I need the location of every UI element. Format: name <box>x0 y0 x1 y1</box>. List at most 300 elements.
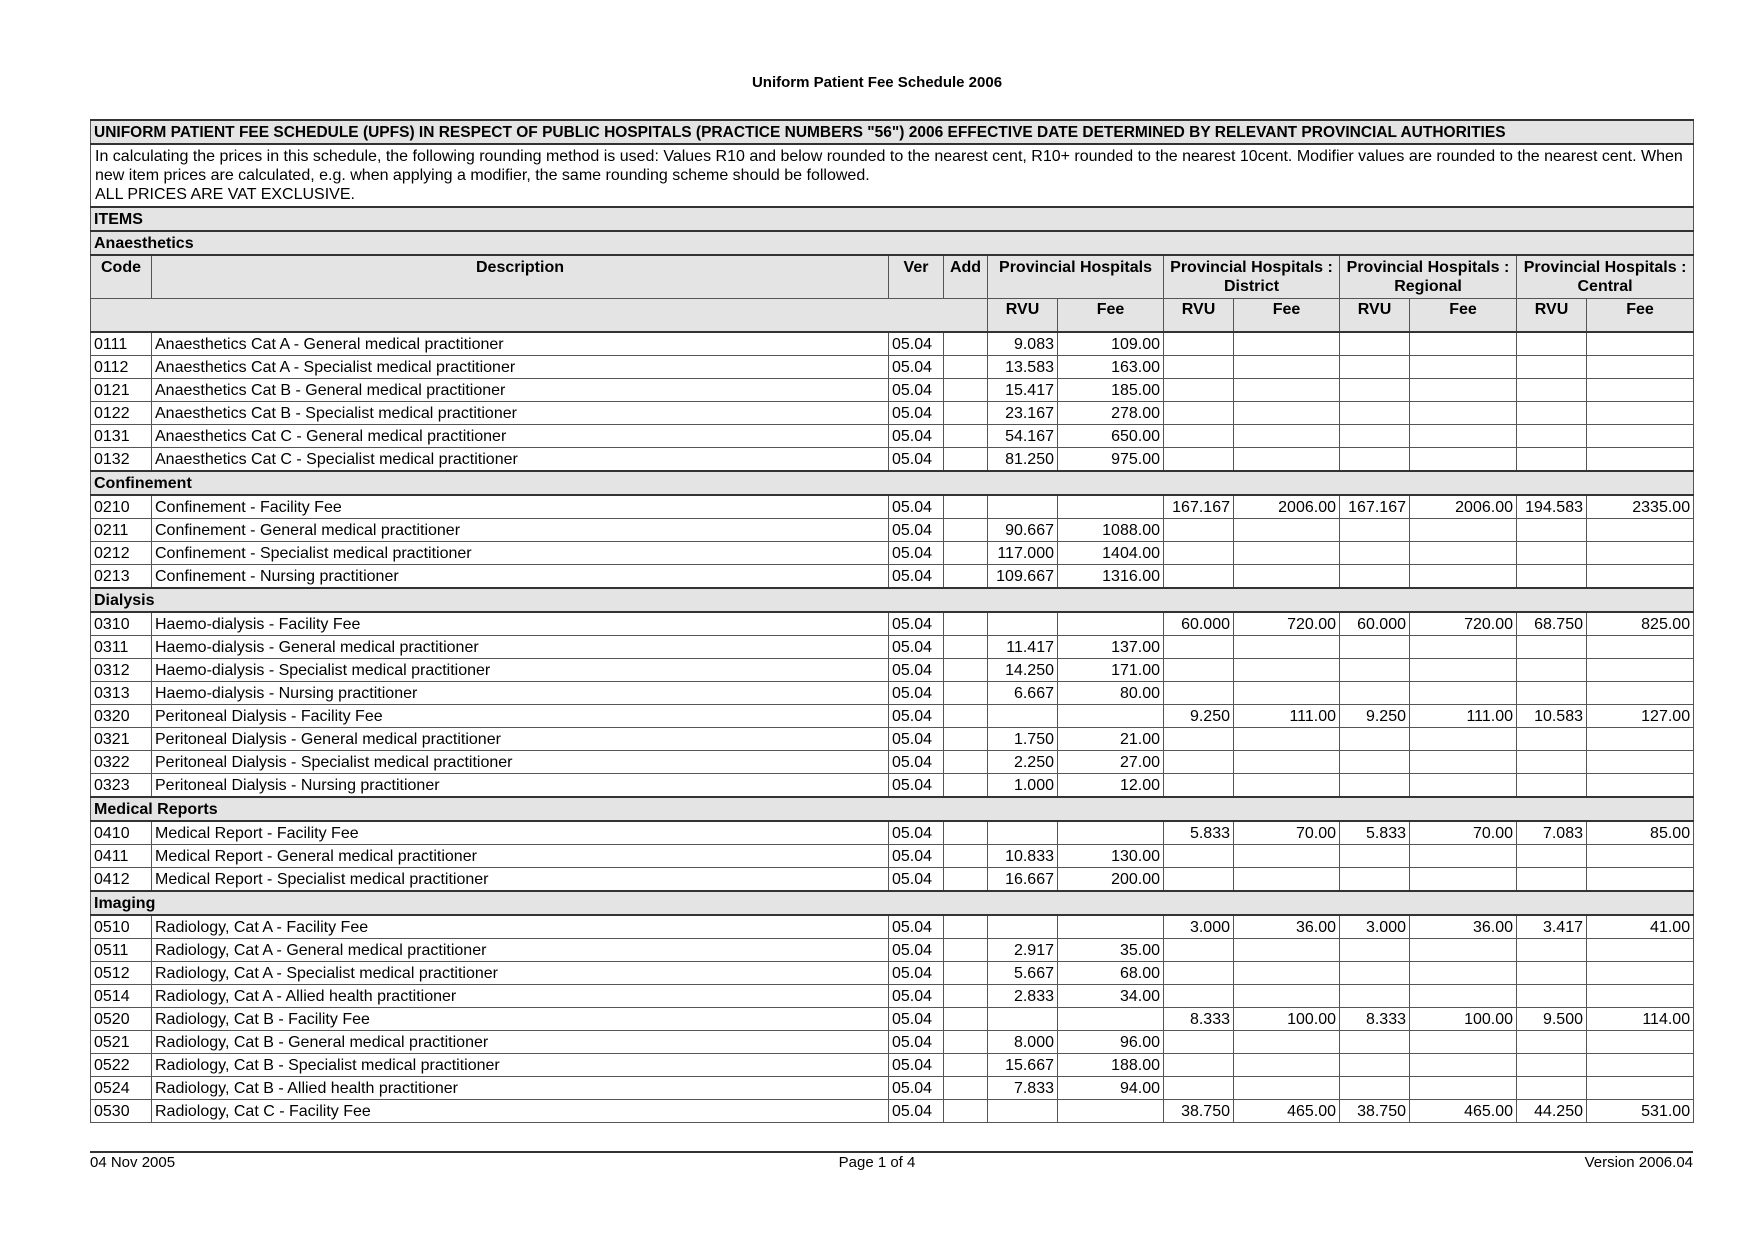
item-description: Peritoneal Dialysis - Nursing practitioner <box>152 774 889 798</box>
district-fee: 111.00 <box>1234 705 1340 728</box>
table-row <box>91 1100 1694 1123</box>
regional-fee <box>1410 774 1517 798</box>
district-fee <box>1234 379 1340 402</box>
central-fee: 127.00 <box>1587 705 1694 728</box>
central-fee <box>1587 356 1694 379</box>
provincial-rvu: 11.417 <box>988 636 1058 659</box>
item-version: 05.04 <box>889 565 944 589</box>
item-description: Confinement - Specialist medical practitioner <box>152 542 889 565</box>
district-fee <box>1234 448 1340 472</box>
table-row <box>91 728 1694 751</box>
regional-fee <box>1410 962 1517 985</box>
provincial-fee: 27.00 <box>1058 751 1164 774</box>
item-description: Peritoneal Dialysis - Specialist medical practitioner <box>152 751 889 774</box>
district-fee: 100.00 <box>1234 1008 1340 1031</box>
central-fee <box>1587 565 1694 589</box>
central-rvu <box>1517 774 1587 798</box>
district-fee: 2006.00 <box>1234 495 1340 519</box>
provincial-fee: 975.00 <box>1058 448 1164 472</box>
item-description: Haemo-dialysis - Specialist medical practitioner <box>152 659 889 682</box>
district-fee <box>1234 962 1340 985</box>
regional-rvu <box>1340 774 1410 798</box>
central-rvu <box>1517 939 1587 962</box>
table-row <box>91 448 1694 472</box>
item-description: Haemo-dialysis - Nursing practitioner <box>152 682 889 705</box>
provincial-fee: 35.00 <box>1058 939 1164 962</box>
item-code: 0312 <box>91 659 152 682</box>
item-add <box>944 845 988 868</box>
item-code: 0520 <box>91 1008 152 1031</box>
provincial-fee: 80.00 <box>1058 682 1164 705</box>
item-code: 0321 <box>91 728 152 751</box>
item-version: 05.04 <box>889 939 944 962</box>
provincial-rvu: 16.667 <box>988 868 1058 892</box>
item-version: 05.04 <box>889 682 944 705</box>
item-code: 0411 <box>91 845 152 868</box>
provincial-fee: 21.00 <box>1058 728 1164 751</box>
regional-rvu <box>1340 1031 1410 1054</box>
item-code: 0522 <box>91 1054 152 1077</box>
table-row <box>91 821 1694 845</box>
regional-fee: 2006.00 <box>1410 495 1517 519</box>
regional-rvu <box>1340 728 1410 751</box>
district-rvu: 60.000 <box>1164 612 1234 636</box>
item-code: 0313 <box>91 682 152 705</box>
provincial-fee: 137.00 <box>1058 636 1164 659</box>
table-row <box>91 705 1694 728</box>
central-rvu <box>1517 542 1587 565</box>
central-fee: 531.00 <box>1587 1100 1694 1123</box>
item-version: 05.04 <box>889 1077 944 1100</box>
regional-rvu <box>1340 379 1410 402</box>
regional-fee <box>1410 845 1517 868</box>
table-row <box>91 751 1694 774</box>
item-code: 0521 <box>91 1031 152 1054</box>
regional-rvu <box>1340 448 1410 472</box>
regional-rvu: 3.000 <box>1340 915 1410 939</box>
central-rvu <box>1517 379 1587 402</box>
central-fee <box>1587 659 1694 682</box>
item-version: 05.04 <box>889 659 944 682</box>
table-row <box>91 1031 1694 1054</box>
regional-fee <box>1410 985 1517 1008</box>
central-rvu <box>1517 565 1587 589</box>
item-code: 0310 <box>91 612 152 636</box>
col-group-central: Provincial Hospitals : Central <box>1517 255 1694 299</box>
item-version: 05.04 <box>889 985 944 1008</box>
item-description: Anaesthetics Cat C - Specialist medical practitioner <box>152 448 889 472</box>
section-header-confinement: Confinement <box>91 471 1694 495</box>
provincial-rvu: 6.667 <box>988 682 1058 705</box>
provincial-fee <box>1058 1100 1164 1123</box>
provincial-fee: 68.00 <box>1058 962 1164 985</box>
col-rvu-regional: RVU <box>1340 299 1410 333</box>
item-description: Radiology, Cat C - Facility Fee <box>152 1100 889 1123</box>
table-row <box>91 915 1694 939</box>
central-rvu <box>1517 845 1587 868</box>
item-version: 05.04 <box>889 402 944 425</box>
central-fee: 825.00 <box>1587 612 1694 636</box>
district-fee <box>1234 519 1340 542</box>
regional-fee: 100.00 <box>1410 1008 1517 1031</box>
district-rvu <box>1164 868 1234 892</box>
central-fee <box>1587 868 1694 892</box>
vat-note: ALL PRICES ARE VAT EXCLUSIVE. <box>95 186 355 203</box>
table-row <box>91 356 1694 379</box>
central-rvu <box>1517 425 1587 448</box>
central-fee <box>1587 751 1694 774</box>
regional-fee <box>1410 565 1517 589</box>
footer-date: 04 Nov 2005 <box>90 1154 176 1171</box>
district-rvu <box>1164 332 1234 356</box>
regional-rvu: 8.333 <box>1340 1008 1410 1031</box>
item-add <box>944 1031 988 1054</box>
table-row <box>91 519 1694 542</box>
regional-fee <box>1410 636 1517 659</box>
central-fee <box>1587 774 1694 798</box>
provincial-rvu: 81.250 <box>988 448 1058 472</box>
item-version: 05.04 <box>889 845 944 868</box>
central-fee <box>1587 939 1694 962</box>
table-row <box>91 1054 1694 1077</box>
item-version: 05.04 <box>889 1054 944 1077</box>
item-code: 0122 <box>91 402 152 425</box>
table-row <box>91 1008 1694 1031</box>
item-code: 0323 <box>91 774 152 798</box>
item-version: 05.04 <box>889 774 944 798</box>
table-row <box>91 402 1694 425</box>
provincial-rvu: 10.833 <box>988 845 1058 868</box>
provincial-rvu <box>988 495 1058 519</box>
subheader-row <box>91 299 1694 333</box>
item-add <box>944 1008 988 1031</box>
item-description: Anaesthetics Cat B - Specialist medical practitioner <box>152 402 889 425</box>
item-code: 0510 <box>91 915 152 939</box>
central-fee <box>1587 1031 1694 1054</box>
regional-rvu <box>1340 845 1410 868</box>
central-rvu: 194.583 <box>1517 495 1587 519</box>
col-rvu-district: RVU <box>1164 299 1234 333</box>
district-rvu <box>1164 519 1234 542</box>
central-rvu <box>1517 448 1587 472</box>
district-rvu <box>1164 659 1234 682</box>
district-rvu <box>1164 379 1234 402</box>
item-add <box>944 821 988 845</box>
col-rvu-provincial: RVU <box>988 299 1058 333</box>
item-code: 0121 <box>91 379 152 402</box>
district-fee <box>1234 845 1340 868</box>
rounding-note-text: In calculating the prices in this schedule, the following rounding method is used: Values R10 and below rounded to the nearest cent, R10+ rounded to the nearest 10cent. Modifier values are rounded to the nearest cent. When new item prices are calculated, e.g. when applying a modifier, the same rounding scheme should be followed. <box>95 148 1683 184</box>
provincial-rvu: 23.167 <box>988 402 1058 425</box>
regional-rvu <box>1340 682 1410 705</box>
table-row <box>91 425 1694 448</box>
district-fee <box>1234 542 1340 565</box>
regional-rvu <box>1340 939 1410 962</box>
table-row <box>91 682 1694 705</box>
district-rvu <box>1164 636 1234 659</box>
regional-rvu: 5.833 <box>1340 821 1410 845</box>
item-description: Peritoneal Dialysis - General medical practitioner <box>152 728 889 751</box>
footer-version: Version 2006.04 <box>1584 1154 1693 1171</box>
regional-rvu <box>1340 985 1410 1008</box>
table-row <box>91 332 1694 356</box>
item-description: Medical Report - Facility Fee <box>152 821 889 845</box>
regional-rvu: 38.750 <box>1340 1100 1410 1123</box>
table-row <box>91 845 1694 868</box>
regional-rvu <box>1340 636 1410 659</box>
central-rvu <box>1517 519 1587 542</box>
item-version: 05.04 <box>889 495 944 519</box>
regional-fee: 36.00 <box>1410 915 1517 939</box>
regional-fee: 465.00 <box>1410 1100 1517 1123</box>
district-fee <box>1234 751 1340 774</box>
district-rvu: 38.750 <box>1164 1100 1234 1123</box>
provincial-fee: 1088.00 <box>1058 519 1164 542</box>
col-group-district: Provincial Hospitals : District <box>1164 255 1340 299</box>
provincial-fee: 200.00 <box>1058 868 1164 892</box>
footer-page-number: Page 1 of 4 <box>838 1154 916 1171</box>
col-group-provincial: Provincial Hospitals <box>988 255 1164 299</box>
item-add <box>944 612 988 636</box>
central-rvu <box>1517 402 1587 425</box>
central-fee: 41.00 <box>1587 915 1694 939</box>
district-fee <box>1234 774 1340 798</box>
regional-fee <box>1410 1077 1517 1100</box>
item-add <box>944 682 988 705</box>
provincial-fee <box>1058 915 1164 939</box>
district-fee <box>1234 939 1340 962</box>
central-rvu <box>1517 728 1587 751</box>
district-fee: 465.00 <box>1234 1100 1340 1123</box>
district-rvu <box>1164 939 1234 962</box>
central-fee <box>1587 985 1694 1008</box>
central-rvu <box>1517 1077 1587 1100</box>
item-description: Radiology, Cat B - Facility Fee <box>152 1008 889 1031</box>
provincial-rvu: 109.667 <box>988 565 1058 589</box>
central-rvu <box>1517 356 1587 379</box>
item-description: Anaesthetics Cat A - Specialist medical practitioner <box>152 356 889 379</box>
provincial-fee <box>1058 705 1164 728</box>
item-version: 05.04 <box>889 962 944 985</box>
central-rvu <box>1517 332 1587 356</box>
item-add <box>944 542 988 565</box>
provincial-fee: 109.00 <box>1058 332 1164 356</box>
district-rvu <box>1164 985 1234 1008</box>
regional-fee <box>1410 519 1517 542</box>
table-row <box>91 379 1694 402</box>
item-code: 0131 <box>91 425 152 448</box>
district-fee <box>1234 1077 1340 1100</box>
district-rvu <box>1164 845 1234 868</box>
provincial-fee: 1316.00 <box>1058 565 1164 589</box>
item-description: Radiology, Cat A - Specialist medical practitioner <box>152 962 889 985</box>
item-code: 0512 <box>91 962 152 985</box>
regional-fee <box>1410 402 1517 425</box>
provincial-rvu <box>988 915 1058 939</box>
central-fee <box>1587 332 1694 356</box>
item-add <box>944 519 988 542</box>
item-version: 05.04 <box>889 705 944 728</box>
regional-fee <box>1410 332 1517 356</box>
section-header-dialysis: Dialysis <box>91 588 1694 612</box>
provincial-fee: 650.00 <box>1058 425 1164 448</box>
item-description: Radiology, Cat A - General medical practitioner <box>152 939 889 962</box>
central-fee <box>1587 448 1694 472</box>
item-code: 0212 <box>91 542 152 565</box>
item-code: 0211 <box>91 519 152 542</box>
central-rvu <box>1517 751 1587 774</box>
table-row <box>91 985 1694 1008</box>
central-fee <box>1587 1077 1694 1100</box>
item-description: Radiology, Cat B - General medical practitioner <box>152 1031 889 1054</box>
provincial-rvu: 54.167 <box>988 425 1058 448</box>
document-title: Uniform Patient Fee Schedule 2006 <box>751 74 1003 91</box>
regional-rvu <box>1340 519 1410 542</box>
provincial-fee <box>1058 821 1164 845</box>
item-code: 0410 <box>91 821 152 845</box>
district-rvu <box>1164 682 1234 705</box>
district-rvu: 167.167 <box>1164 495 1234 519</box>
item-code: 0311 <box>91 636 152 659</box>
provincial-rvu: 2.833 <box>988 985 1058 1008</box>
item-version: 05.04 <box>889 1100 944 1123</box>
table-row <box>91 962 1694 985</box>
central-fee: 114.00 <box>1587 1008 1694 1031</box>
item-description: Radiology, Cat B - Allied health practitioner <box>152 1077 889 1100</box>
regional-rvu <box>1340 751 1410 774</box>
provincial-fee: 12.00 <box>1058 774 1164 798</box>
item-description: Peritoneal Dialysis - Facility Fee <box>152 705 889 728</box>
item-description: Haemo-dialysis - General medical practitioner <box>152 636 889 659</box>
central-rvu: 68.750 <box>1517 612 1587 636</box>
item-add <box>944 425 988 448</box>
district-fee <box>1234 332 1340 356</box>
district-rvu: 3.000 <box>1164 915 1234 939</box>
table-row <box>91 542 1694 565</box>
central-rvu: 3.417 <box>1517 915 1587 939</box>
regional-fee <box>1410 448 1517 472</box>
central-fee <box>1587 379 1694 402</box>
central-fee <box>1587 728 1694 751</box>
central-fee: 85.00 <box>1587 821 1694 845</box>
item-description: Anaesthetics Cat A - General medical practitioner <box>152 332 889 356</box>
provincial-fee: 278.00 <box>1058 402 1164 425</box>
provincial-fee: 171.00 <box>1058 659 1164 682</box>
item-add <box>944 1077 988 1100</box>
item-version: 05.04 <box>889 542 944 565</box>
district-fee <box>1234 682 1340 705</box>
item-code: 0514 <box>91 985 152 1008</box>
district-fee <box>1234 565 1340 589</box>
item-description: Anaesthetics Cat C - General medical practitioner <box>152 425 889 448</box>
district-rvu <box>1164 1054 1234 1077</box>
item-description: Anaesthetics Cat B - General medical practitioner <box>152 379 889 402</box>
regional-rvu <box>1340 1077 1410 1100</box>
column-header-row <box>91 255 1694 299</box>
central-fee <box>1587 542 1694 565</box>
item-add <box>944 565 988 589</box>
central-fee <box>1587 636 1694 659</box>
regional-fee <box>1410 682 1517 705</box>
central-fee <box>1587 962 1694 985</box>
provincial-fee: 94.00 <box>1058 1077 1164 1100</box>
provincial-fee: 188.00 <box>1058 1054 1164 1077</box>
item-code: 0524 <box>91 1077 152 1100</box>
table-row <box>91 868 1694 892</box>
item-add <box>944 636 988 659</box>
footer-divider <box>90 1151 1693 1153</box>
provincial-rvu: 1.750 <box>988 728 1058 751</box>
central-rvu <box>1517 636 1587 659</box>
item-add <box>944 659 988 682</box>
provincial-rvu <box>988 821 1058 845</box>
col-ver: Ver <box>889 255 944 299</box>
provincial-fee: 96.00 <box>1058 1031 1164 1054</box>
provincial-rvu: 14.250 <box>988 659 1058 682</box>
item-add <box>944 448 988 472</box>
item-code: 0132 <box>91 448 152 472</box>
provincial-rvu: 9.083 <box>988 332 1058 356</box>
item-add <box>944 379 988 402</box>
item-add <box>944 705 988 728</box>
item-version: 05.04 <box>889 821 944 845</box>
item-add <box>944 751 988 774</box>
item-version: 05.04 <box>889 868 944 892</box>
section-header-medical-reports: Medical Reports <box>91 797 1694 821</box>
regional-fee: 70.00 <box>1410 821 1517 845</box>
district-rvu <box>1164 1077 1234 1100</box>
table-row <box>91 495 1694 519</box>
provincial-rvu: 15.667 <box>988 1054 1058 1077</box>
items-label: ITEMS <box>91 207 1694 231</box>
item-add <box>944 985 988 1008</box>
regional-fee <box>1410 751 1517 774</box>
item-add <box>944 332 988 356</box>
item-version: 05.04 <box>889 356 944 379</box>
item-add <box>944 1054 988 1077</box>
central-fee <box>1587 682 1694 705</box>
provincial-fee: 185.00 <box>1058 379 1164 402</box>
regional-fee <box>1410 542 1517 565</box>
district-rvu: 5.833 <box>1164 821 1234 845</box>
central-fee <box>1587 425 1694 448</box>
district-fee <box>1234 868 1340 892</box>
item-description: Medical Report - Specialist medical practitioner <box>152 868 889 892</box>
col-rvu-central: RVU <box>1517 299 1587 333</box>
central-fee <box>1587 402 1694 425</box>
item-add <box>944 356 988 379</box>
provincial-rvu: 13.583 <box>988 356 1058 379</box>
item-version: 05.04 <box>889 448 944 472</box>
item-add <box>944 1100 988 1123</box>
regional-rvu <box>1340 542 1410 565</box>
central-rvu <box>1517 985 1587 1008</box>
district-fee: 36.00 <box>1234 915 1340 939</box>
table-row <box>91 565 1694 589</box>
district-rvu <box>1164 1031 1234 1054</box>
central-rvu <box>1517 1054 1587 1077</box>
central-rvu: 7.083 <box>1517 821 1587 845</box>
item-version: 05.04 <box>889 636 944 659</box>
subheader-blank <box>91 299 988 333</box>
district-fee <box>1234 1054 1340 1077</box>
district-rvu <box>1164 774 1234 798</box>
district-fee <box>1234 1031 1340 1054</box>
regional-fee: 720.00 <box>1410 612 1517 636</box>
district-rvu <box>1164 728 1234 751</box>
central-rvu <box>1517 1031 1587 1054</box>
item-version: 05.04 <box>889 1031 944 1054</box>
